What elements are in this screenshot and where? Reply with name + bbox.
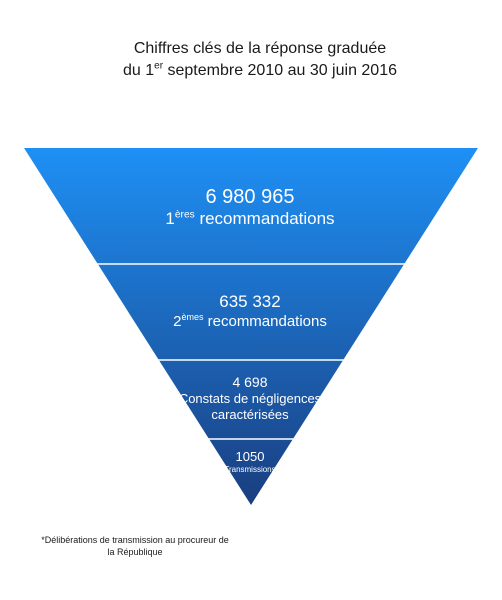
tier-4-label: Transmissions [224, 465, 276, 474]
tier-2-label [131, 312, 369, 332]
title-date-superscript: er [154, 60, 164, 72]
tier-2-label-superscript: èmes [181, 312, 204, 322]
title-date-prefix: du 1 [123, 62, 155, 79]
tier-3-label-line-2: caractérisées [211, 407, 289, 422]
tier-2-label-prefix: 2 [173, 313, 182, 330]
footnote-line-2: la République [107, 547, 163, 557]
title-date-suffix: septembre 2010 au 30 juin 2016 [163, 62, 397, 79]
tier-4 [205, 449, 295, 475]
tier-1-label-suffix: recommandations [194, 209, 335, 228]
tier-1 [91, 186, 409, 230]
tier-2-label-suffix: recommandations [203, 313, 327, 330]
tier-1-label-superscript: ères [174, 209, 195, 221]
footnote-line-1: *Délibérations de transmission au procureur de [41, 535, 229, 545]
tier-3-number: 4 698 [232, 374, 268, 390]
tier-2-number: 635 332 [219, 292, 281, 311]
footnote [20, 534, 250, 558]
tier-1-number: 6 980 965 [205, 186, 295, 208]
tier-1-label-prefix: 1 [165, 209, 175, 228]
tier-2 [131, 292, 369, 332]
tier-1-label [91, 208, 409, 230]
tier-3 [160, 374, 340, 423]
tier-3-label-line-1: Constats de négligences [178, 391, 322, 406]
tier-4-number: 1050 [235, 449, 265, 464]
title-line-1: Chiffres clés de la réponse graduée [133, 40, 387, 57]
